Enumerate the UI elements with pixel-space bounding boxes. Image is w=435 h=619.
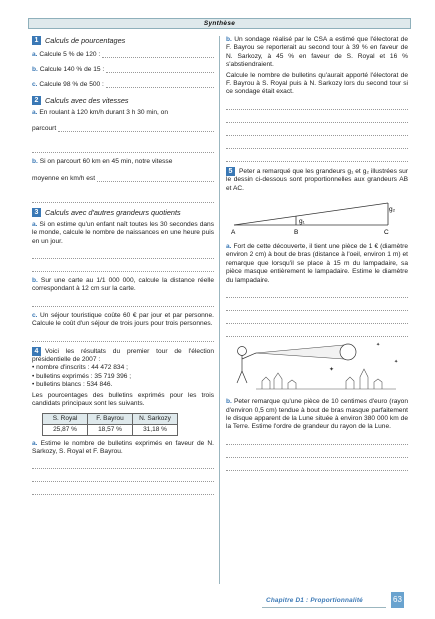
person-head-icon: [238, 347, 247, 356]
question-3c: [32, 312, 214, 329]
question-text: Un sondage réalisé par le CSA a estimé que l'électorat de F. Bayrou se reporterait au second tour à 39 % en faveur de N. Sarkozy, à 45 % en faveur de S. Royal et 16 % s'abstiendraient.: [226, 36, 408, 69]
answer-line[interactable]: [226, 458, 408, 471]
point-b-label: B: [294, 229, 299, 236]
question-label: b.: [32, 277, 38, 285]
point-c-label: C: [384, 229, 389, 236]
page-number: 63: [391, 592, 404, 608]
section-text: Les pourcentages des bulletins exprimés pour les trois candidats principaux sont les suivants.: [32, 391, 214, 408]
table-header-cell: F. Bayrou: [88, 413, 133, 424]
question-text: Si on parcourt 60 km en 45 min, notre vitesse: [39, 158, 173, 166]
section-number: 1: [32, 36, 41, 45]
question-text: Peter remarque qu'une pièce de 10 centimes d'euro (rayon d'environ 0,5 cm) tendue à bout de bras masque parfaitement le disque apparent de la Lune située à environ 380 000 km de la Terre. Estime l'ordre de grandeur du rayon de la Lune.: [226, 398, 408, 431]
bullet-item: • bulletins exprimés : 35 719 396 ;: [32, 372, 132, 380]
answer-line[interactable]: [32, 140, 214, 153]
section-number: 5: [226, 167, 235, 176]
answer-line[interactable]: [102, 51, 214, 58]
question-2a: [32, 109, 214, 117]
table-cell: 31,18 %: [133, 424, 178, 435]
person-body-icon: [237, 353, 256, 383]
question-label: b.: [32, 66, 38, 73]
sight-cone: [256, 345, 344, 359]
table-row: [43, 424, 178, 435]
answer-line[interactable]: [32, 246, 214, 259]
star-icon: ✦: [329, 367, 335, 374]
question-label: c.: [32, 81, 38, 88]
answer-line[interactable]: [32, 329, 214, 342]
answer-line[interactable]: [226, 445, 408, 458]
moon-observer-illustration: [226, 337, 408, 393]
answer-line[interactable]: [226, 324, 408, 337]
g2-label: g₂: [389, 206, 396, 214]
answer-line[interactable]: [226, 298, 408, 311]
answer-line[interactable]: [226, 123, 408, 136]
question-text: Si on estime qu'un enfant naît toutes les 30 secondes dans le monde, calcule le nombre de naissances en une heure puis en un jour.: [32, 220, 214, 245]
question-2b-answer: [32, 175, 214, 182]
question-label: a.: [226, 243, 232, 251]
answer-line[interactable]: [226, 285, 408, 298]
answer-line[interactable]: [226, 97, 408, 110]
question-5a: [226, 243, 408, 285]
question-2a-answer: [32, 125, 214, 132]
answer-line[interactable]: [32, 190, 214, 203]
section-number: 3: [32, 208, 41, 217]
table-header-cell: S. Royal: [43, 413, 88, 424]
star-icon: ✦: [376, 342, 381, 349]
question-label: b.: [32, 158, 38, 166]
table-header-row: [43, 413, 178, 424]
answer-line[interactable]: [32, 469, 214, 482]
question-2b: [32, 158, 214, 166]
section-text: Peter a remarqué que les grandeurs g₁ et g₂ illustrées sur le dessin ci-dessous sont proportionnelles aux grandeurs AB et AC.: [226, 167, 408, 192]
question-1b: [32, 66, 214, 73]
question-text: Un séjour touristique coûte 60 € par jour et par personne. Calcule le coût d'un séjour de trois jours pour trois personnes.: [32, 311, 214, 328]
answer-line[interactable]: [32, 259, 214, 272]
question-3b: [32, 277, 214, 294]
section-3-heading: [32, 208, 214, 217]
answer-line[interactable]: [226, 136, 408, 149]
answer-line[interactable]: [32, 294, 214, 307]
left-column: [32, 36, 214, 495]
question-4a: [32, 440, 214, 457]
section-title: Calculs de pourcentages: [45, 36, 126, 45]
section-number: 4: [32, 347, 41, 356]
question-label: b.: [226, 36, 232, 43]
question-1a: [32, 51, 214, 58]
question-5b: [226, 398, 408, 432]
answer-line[interactable]: [97, 175, 214, 182]
question-text: Calcule 98 % de 500 :: [39, 81, 104, 88]
question-1c: [32, 81, 214, 88]
question-text: Sur une carte au 1/1 000 000, calcule la distance réelle correspondant à 12 cm sur la carte.: [32, 277, 214, 293]
star-icon: ✦: [394, 359, 399, 366]
g1-label: g₁: [299, 218, 305, 226]
page-header: Synthèse: [28, 18, 411, 29]
table-cell: 18,57 %: [88, 424, 133, 435]
section-number: 2: [32, 96, 41, 105]
question-text: En roulant à 120 km/h durant 3 h 30 min, on: [39, 109, 169, 116]
question-text: Calcule 5 % de 120 :: [39, 51, 101, 58]
column-divider: [219, 36, 220, 584]
answer-line[interactable]: [32, 482, 214, 495]
bullet-item: • bulletins blancs : 534 846.: [32, 381, 113, 389]
footer-rule: [262, 607, 386, 608]
table-cell: 25,87 %: [43, 424, 88, 435]
section-4-intro: [32, 347, 214, 365]
answer-line[interactable]: [226, 432, 408, 445]
question-text: Fort de cette découverte, il tient une pièce de 1 € (diamètre environ 2 cm) à bout de bras (distance à l'oeil, environ 1 m) et remarque que lorsqu'il se place à 15 m du lampadaire, sa pièce masque entièrement le lampadaire. Estime le diamètre du lampadaire.: [226, 243, 408, 284]
answer-line[interactable]: [106, 66, 214, 73]
table-header-cell: N. Sarkozy: [133, 413, 178, 424]
hypotenuse-line: [234, 203, 388, 225]
question-label: a.: [32, 220, 38, 228]
answer-line[interactable]: [106, 81, 214, 88]
question-text: Calcule le nombre de bulletins qu'aurait apporté l'électorat de F. Bayrou à S. Royal puis à N. Sarkozy lors du second tour si ce sondage était exact.: [226, 71, 408, 96]
answer-line[interactable]: [32, 456, 214, 469]
question-text: Estime le nombre de bulletins exprimés en faveur de N. Sarkozy, S. Royal et F. Bayrou.: [32, 439, 214, 455]
moon-icon: [340, 344, 356, 360]
answer-line[interactable]: [226, 110, 408, 123]
answer-line[interactable]: [226, 311, 408, 324]
point-a-label: A: [231, 229, 236, 236]
question-label: a.: [32, 51, 38, 58]
question-label: a.: [32, 439, 38, 447]
village-icon: [262, 369, 382, 389]
chapter-footer: Chapitre D1 : Proportionnalité: [266, 597, 363, 604]
section-text: Voici les résultats du premier tour de l'élection présidentielle de 2007 :: [32, 347, 214, 364]
question-label: b.: [226, 398, 232, 406]
question-text: moyenne en km/h est: [32, 174, 96, 182]
question-3a: [32, 221, 214, 246]
section-5-intro: [226, 167, 408, 193]
right-column: [226, 36, 408, 471]
answer-line[interactable]: [226, 149, 408, 162]
question-label: a.: [32, 109, 38, 116]
question-text: parcourt: [32, 125, 57, 133]
answer-line[interactable]: [58, 125, 214, 132]
bullet-item: • nombre d'inscrits : 44 472 834 ;: [32, 364, 128, 372]
section-1-heading: [32, 36, 214, 45]
question-4b: [226, 36, 408, 70]
section-title: Calculs avec des vitesses: [45, 96, 129, 105]
question-text: Calcule 140 % de 15 :: [39, 66, 105, 73]
proportion-figure: [226, 193, 408, 235]
section-2-heading: [32, 96, 214, 105]
question-label: c.: [32, 311, 38, 319]
results-table: [42, 413, 178, 436]
section-title: Calculs avec d'autres grandeurs quotients: [45, 207, 181, 217]
